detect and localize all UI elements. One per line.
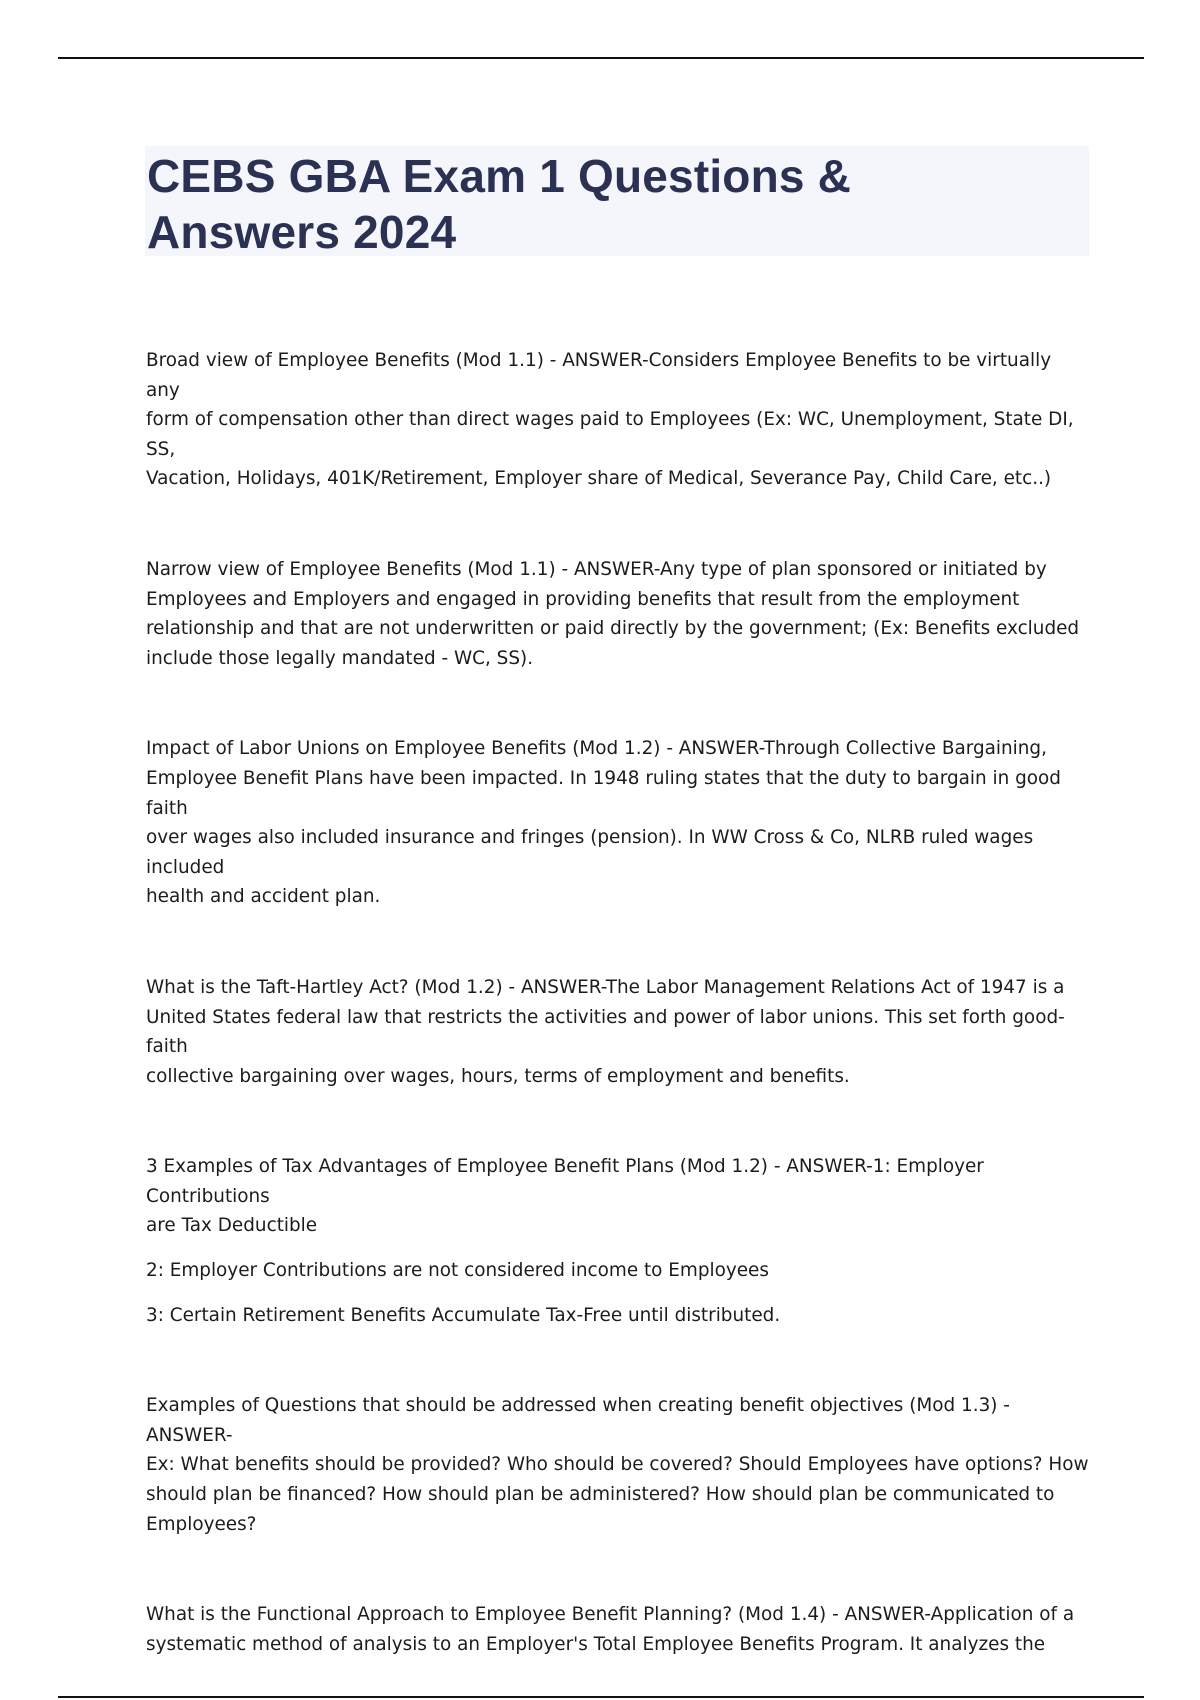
qa-text-line: include those legally mandated - WC, SS). [146,647,534,669]
qa-text-line: Narrow view of Employee Benefits (Mod 1.1) - ANSWER-Any type of plan sponsored or initiated by [146,558,1047,580]
qa-text-line: 3: Certain Retirement Benefits Accumulate Tax-Free until distributed. [146,1304,781,1326]
top-divider [58,57,1144,59]
title-banner [145,146,1089,256]
bottom-divider [58,1696,1144,1698]
qa-list [146,346,1090,1659]
qa-text-line: Impact of Labor Unions on Employee Benefits (Mod 1.2) - ANSWER-Through Collective Bargaining, [146,738,1047,760]
qa-text-line: Employee Benefit Plans have been impacted. In 1948 ruling states that the duty to bargain in good faith [146,767,1061,819]
qa-text-line: are Tax Deductible [146,1215,318,1237]
qa-text-line: relationship and that are not underwritten or paid directly by the government; (Ex: Benefits excluded [146,618,1080,640]
qa-text-line: What is the Taft-Hartley Act? (Mod 1.2) - ANSWER-The Labor Management Relations Act of 1947 is a [146,976,1065,998]
qa-text-line: Ex: What benefits should be provided? Who should be covered? Should Employees have options? How [146,1454,1089,1476]
title-line-2: Answers 2024 [147,206,457,258]
qa-text-line: collective bargaining over wages, hours, terms of employment and benefits. [146,1065,850,1087]
qa-text-line: Employees and Employers and engaged in providing benefits that result from the employment [146,588,1020,610]
qa-text-line: United States federal law that restricts the activities and power of labor unions. This set forth good-faith [146,1006,1065,1058]
qa-entry [146,1600,1090,1659]
qa-text-line: Broad view of Employee Benefits (Mod 1.1) - ANSWER-Considers Employee Benefits to be virtually any [146,350,1052,401]
qa-text-line: health and accident plan. [146,886,381,908]
qa-entry [146,346,1090,494]
qa-text-line: 2: Employer Contributions are not considered income to Employees [146,1260,769,1282]
qa-text-line: over wages also included insurance and fringes (pension). In WW Cross & Co, NLRB ruled wages included [146,827,1034,878]
qa-text-line: Examples of Questions that should be addressed when creating benefit objectives (Mod 1.3) - ANSWER- [146,1395,1010,1446]
qa-text-line: What is the Functional Approach to Employee Benefit Planning? (Mod 1.4) - ANSWER-Application of a [146,1604,1075,1626]
qa-text-line: 3 Examples of Tax Advantages of Employee Benefit Plans (Mod 1.2) - ANSWER-1: Employer Contributions [146,1156,984,1207]
qa-entry [146,1391,1090,1539]
qa-entry-continuation [146,1256,1090,1286]
qa-text-line: systematic method of analysis to an Employer's Total Employee Benefits Program. It analyzes the [146,1633,1046,1655]
document-title [147,146,1089,260]
qa-text-line: form of compensation other than direct wages paid to Employees (Ex: WC, Unemployment, State DI, SS, [146,409,1074,460]
title-line-1: CEBS GBA Exam 1 Questions & [147,150,852,202]
qa-entry [146,734,1090,912]
qa-entry [146,973,1090,1091]
qa-text-line: Employees? [146,1513,257,1535]
qa-entry [146,555,1090,673]
qa-entry-continuation [146,1301,1090,1331]
qa-text-line: should plan be financed? How should plan be administered? How should plan be communicated to [146,1484,1055,1506]
qa-text-line: Vacation, Holidays, 401K/Retirement, Employer share of Medical, Severance Pay, Child Care, etc..) [146,468,1052,490]
qa-entry [146,1152,1090,1241]
